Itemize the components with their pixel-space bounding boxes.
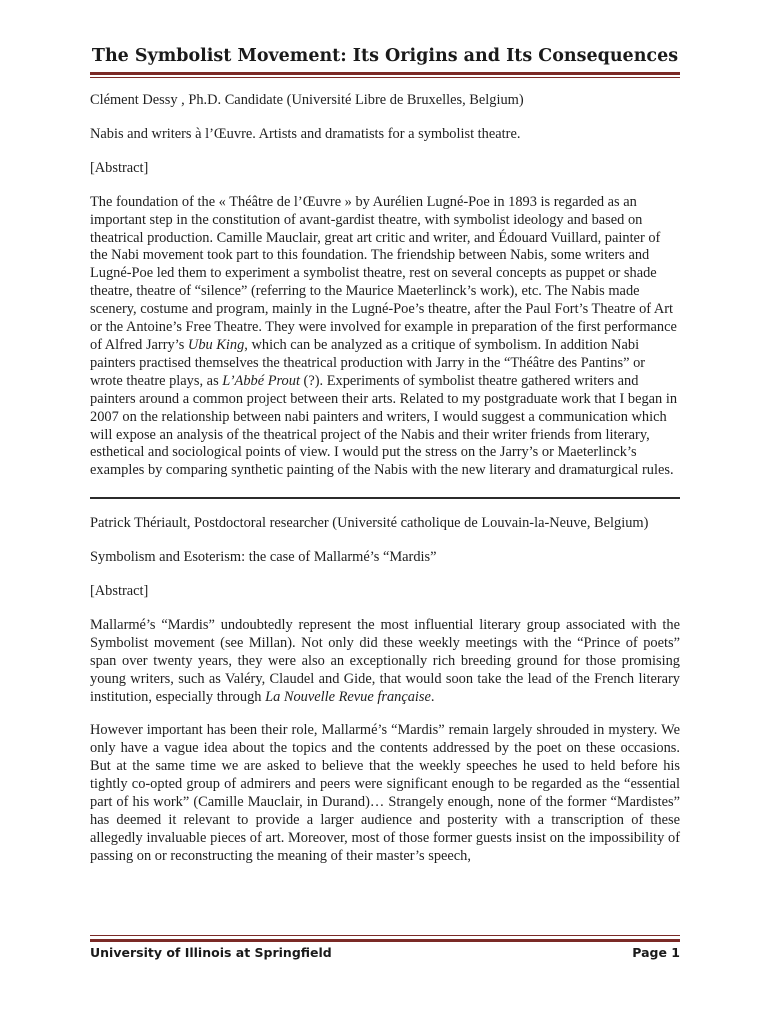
header-rule [90, 72, 680, 75]
abstract-text: Mallarmé’s “Mardis” undoubtedly represent the most influential literary group associated with the Symbolist movement (see Millan). Not only did these weekly meetings with the “Prince of poets” span over twenty years, they were also an exceptionally rich breeding ground for those promising young writers, such as Valéry, Claudel and Gide, that would soon take the lead of the French literary institution, especially through [90, 616, 680, 705]
abstract-text: . [430, 688, 435, 705]
footer-institution: University of Illinois at Springfield [90, 945, 332, 960]
abstract-text: (?). Experiments of symbolist theatre gathered writers and painters around a common project between their arts. Related to my postgraduate work that I began in 2007 on the relationship between nabi painters and writers, I would suggest a communication which will expose an analysis of the theatrical project of the Nabis and their writer friends from literary, esthetical and sociological points of view. I would put the stress on the Jarry’s or Maeterlinck’s examples by comparing synthetic painting of the Nabis with the new literary and dramaturgical rules. [90, 372, 678, 479]
author-line-dessy: Clément Dessy , Ph.D. Candidate (Université Libre de Bruxelles, Belgium) [90, 92, 524, 108]
italic-title-ubu-king: Ubu King [187, 336, 245, 353]
paper-title-mardis: Symbolism and Esoterism: the case of Mallarmé’s “Mardis” [90, 549, 437, 566]
header-rule-thin [90, 77, 680, 78]
author-line-theriault: Patrick Thériault, Postdoctoral researcher (Université catholique de Louvain-la-Neuve, Belgium) [90, 515, 649, 532]
page-number: Page 1 [632, 945, 680, 960]
abstract-text: The foundation of the « Théâtre de l’Œuvre » by Aurélien Lugné-Poe in 1893 is regarded as an important step in the constitution of avant-gardist theatre, with symbolist ideology and based on theatrical production. Camille Mauclair, great art critic and writer, and Édouard Vuillard, painter of the Nabi movement took part to this foundation. The friendship between Nabis, some writers and Lugné-Poe led them to experiment a symbolist theatre, rest on several concepts as puppet or shade theatre, theatre of “silence” (referring to the Maurice Maeterlinck’s work), etc. The Nabis made scenery, costume and program, mainly in the Lugné-Poe’s theatre, after the Paul Fort’s Theatre of Art or the Antoine’s Free Theatre. They were involved for example in preparation of the first performance of Alfred Jarry’s [90, 193, 677, 353]
abstract-body-1 [90, 194, 680, 481]
paper-title-nabis: Nabis and writers à l’Œuvre. Artists and dramatists for a symbolist theatre. [90, 125, 521, 142]
italic-title-abbe-prout: L’Abbé Prout [222, 372, 300, 389]
abstract-label-2: [Abstract] [90, 583, 149, 600]
abstract-label-1: [Abstract] [90, 159, 149, 176]
page-footer [90, 945, 680, 960]
italic-title-nrf: La Nouvelle Revue française [265, 688, 431, 705]
abstract-body-2-para-1 [90, 617, 680, 707]
document-body [90, 92, 680, 866]
abstract-body-2-para-2: However important has been their role, Mallarmé’s “Mardis” remain largely shrouded in mystery. We only have a vague idea about the topics and the contents addressed by the poet on these occasions. But at the same time we are asked to believe that the weekly speeches he used to held before his tightly co-opted group of admirers and peers were significant enough to be regarded as the “essential part of his work” (Camille Mauclair, in Durand)… Strangely enough, none of the former “Mardistes” has deemed it relevant to provide a larger audience and posterity with a transcription of these allegedly invaluable pieces of art. Moreover, most of those former guests insist on the impossibility of passing on or reconstructing the meaning of their master’s speech, [90, 722, 680, 864]
abstract-text: , which can be analyzed as a critique of symbolism. In addition Nabi painters practised themselves the theatrical production with Jarry in the “Théâtre des Pantins” or wrote theatre plays, as [90, 336, 646, 389]
section-divider [90, 497, 680, 499]
footer-rule-thin [90, 935, 680, 936]
footer-rule [90, 939, 680, 942]
page-header-title: The Symbolist Movement: Its Origins and Its Consequences [91, 46, 679, 66]
